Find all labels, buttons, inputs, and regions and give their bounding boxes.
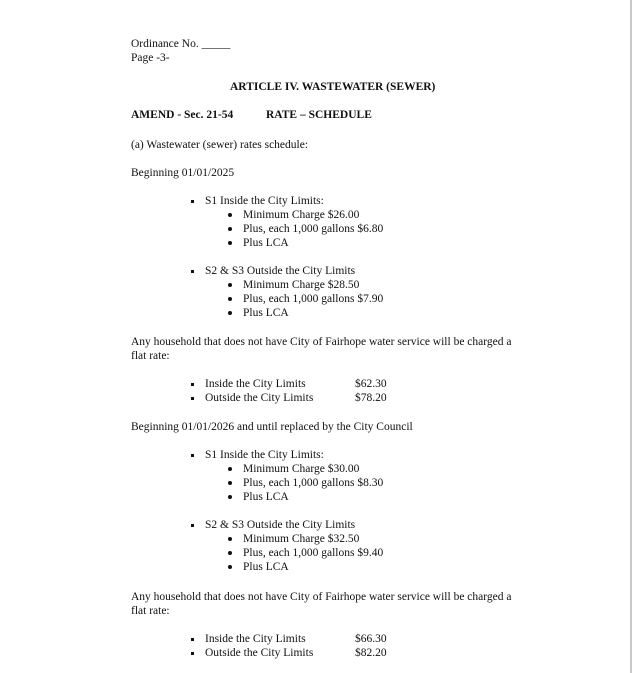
amend-section: AMEND - Sec. 21-54 (131, 109, 234, 121)
period1-flat-label: Outside the City Limits (205, 392, 314, 404)
square-bullet-icon (191, 200, 194, 203)
period1-s1-item: Plus LCA (243, 237, 289, 249)
period2-s2-item: Plus, each 1,000 gallons $9.40 (243, 547, 384, 559)
period1-s1-item: Plus, each 1,000 gallons $6.80 (243, 223, 384, 235)
square-bullet-icon (191, 383, 194, 386)
bullet-dot-icon (228, 537, 232, 541)
amend-subject: RATE – SCHEDULE (266, 109, 372, 121)
period1-s1-label: S1 Inside the City Limits: (205, 195, 324, 207)
square-bullet-icon (191, 638, 194, 641)
period1-flat-amount: $78.20 (355, 392, 387, 404)
page-number: Page -3- (131, 52, 170, 64)
period2-flat-amount: $82.20 (355, 647, 387, 659)
bullet-dot-icon (228, 551, 232, 555)
bullet-dot-icon (228, 283, 232, 287)
bullet-dot-icon (228, 311, 232, 315)
period1-s2-item: Plus LCA (243, 307, 289, 319)
article-title: ARTICLE IV. WASTEWATER (SEWER) (230, 81, 436, 93)
period2-s1-item: Plus LCA (243, 491, 289, 503)
period2-s2-item: Minimum Charge $32.50 (243, 533, 360, 545)
period1-flat-amount: $62.30 (355, 378, 387, 390)
period2-flat-label: Inside the City Limits (205, 633, 306, 645)
period1-s1-item: Minimum Charge $26.00 (243, 209, 360, 221)
period2-s1-label: S1 Inside the City Limits: (205, 449, 324, 461)
bullet-dot-icon (228, 241, 232, 245)
bullet-dot-icon (228, 565, 232, 569)
period2-s2-label: S2 & S3 Outside the City Limits (205, 519, 356, 531)
period1-flat-label: Inside the City Limits (205, 378, 306, 390)
bullet-dot-icon (228, 467, 232, 471)
square-bullet-icon (191, 524, 194, 527)
square-bullet-icon (191, 397, 194, 400)
square-bullet-icon (191, 652, 194, 655)
period1-s2-item: Plus, each 1,000 gallons $7.90 (243, 293, 384, 305)
period2-flat-note-cont: flat rate: (131, 605, 170, 617)
bullet-dot-icon (228, 495, 232, 499)
square-bullet-icon (191, 454, 194, 457)
period1-flat-note-cont: flat rate: (131, 350, 170, 362)
schedule-intro: (a) Wastewater (sewer) rates schedule: (131, 139, 309, 151)
bullet-dot-icon (228, 227, 232, 231)
bullet-dot-icon (228, 481, 232, 485)
ordinance-number: Ordinance No. _____ (131, 38, 231, 50)
period1-flat-note: Any household that does not have City of Fairhope water service will be charged a (131, 336, 512, 348)
period2-flat-note: Any household that does not have City of Fairhope water service will be charged a (131, 591, 512, 603)
bullet-dot-icon (228, 213, 232, 217)
period2-flat-amount: $66.30 (355, 633, 387, 645)
period1-heading: Beginning 01/01/2025 (131, 167, 235, 179)
bullet-dot-icon (228, 297, 232, 301)
period1-s2-item: Minimum Charge $28.50 (243, 279, 360, 291)
period1-s2-label: S2 & S3 Outside the City Limits (205, 265, 356, 277)
period2-heading: Beginning 01/01/2026 and until replaced by the City Council (131, 421, 413, 433)
period2-s2-item: Plus LCA (243, 561, 289, 573)
period2-s1-item: Minimum Charge $30.00 (243, 463, 360, 475)
square-bullet-icon (191, 270, 194, 273)
period2-flat-label: Outside the City Limits (205, 647, 314, 659)
period2-s1-item: Plus, each 1,000 gallons $8.30 (243, 477, 384, 489)
